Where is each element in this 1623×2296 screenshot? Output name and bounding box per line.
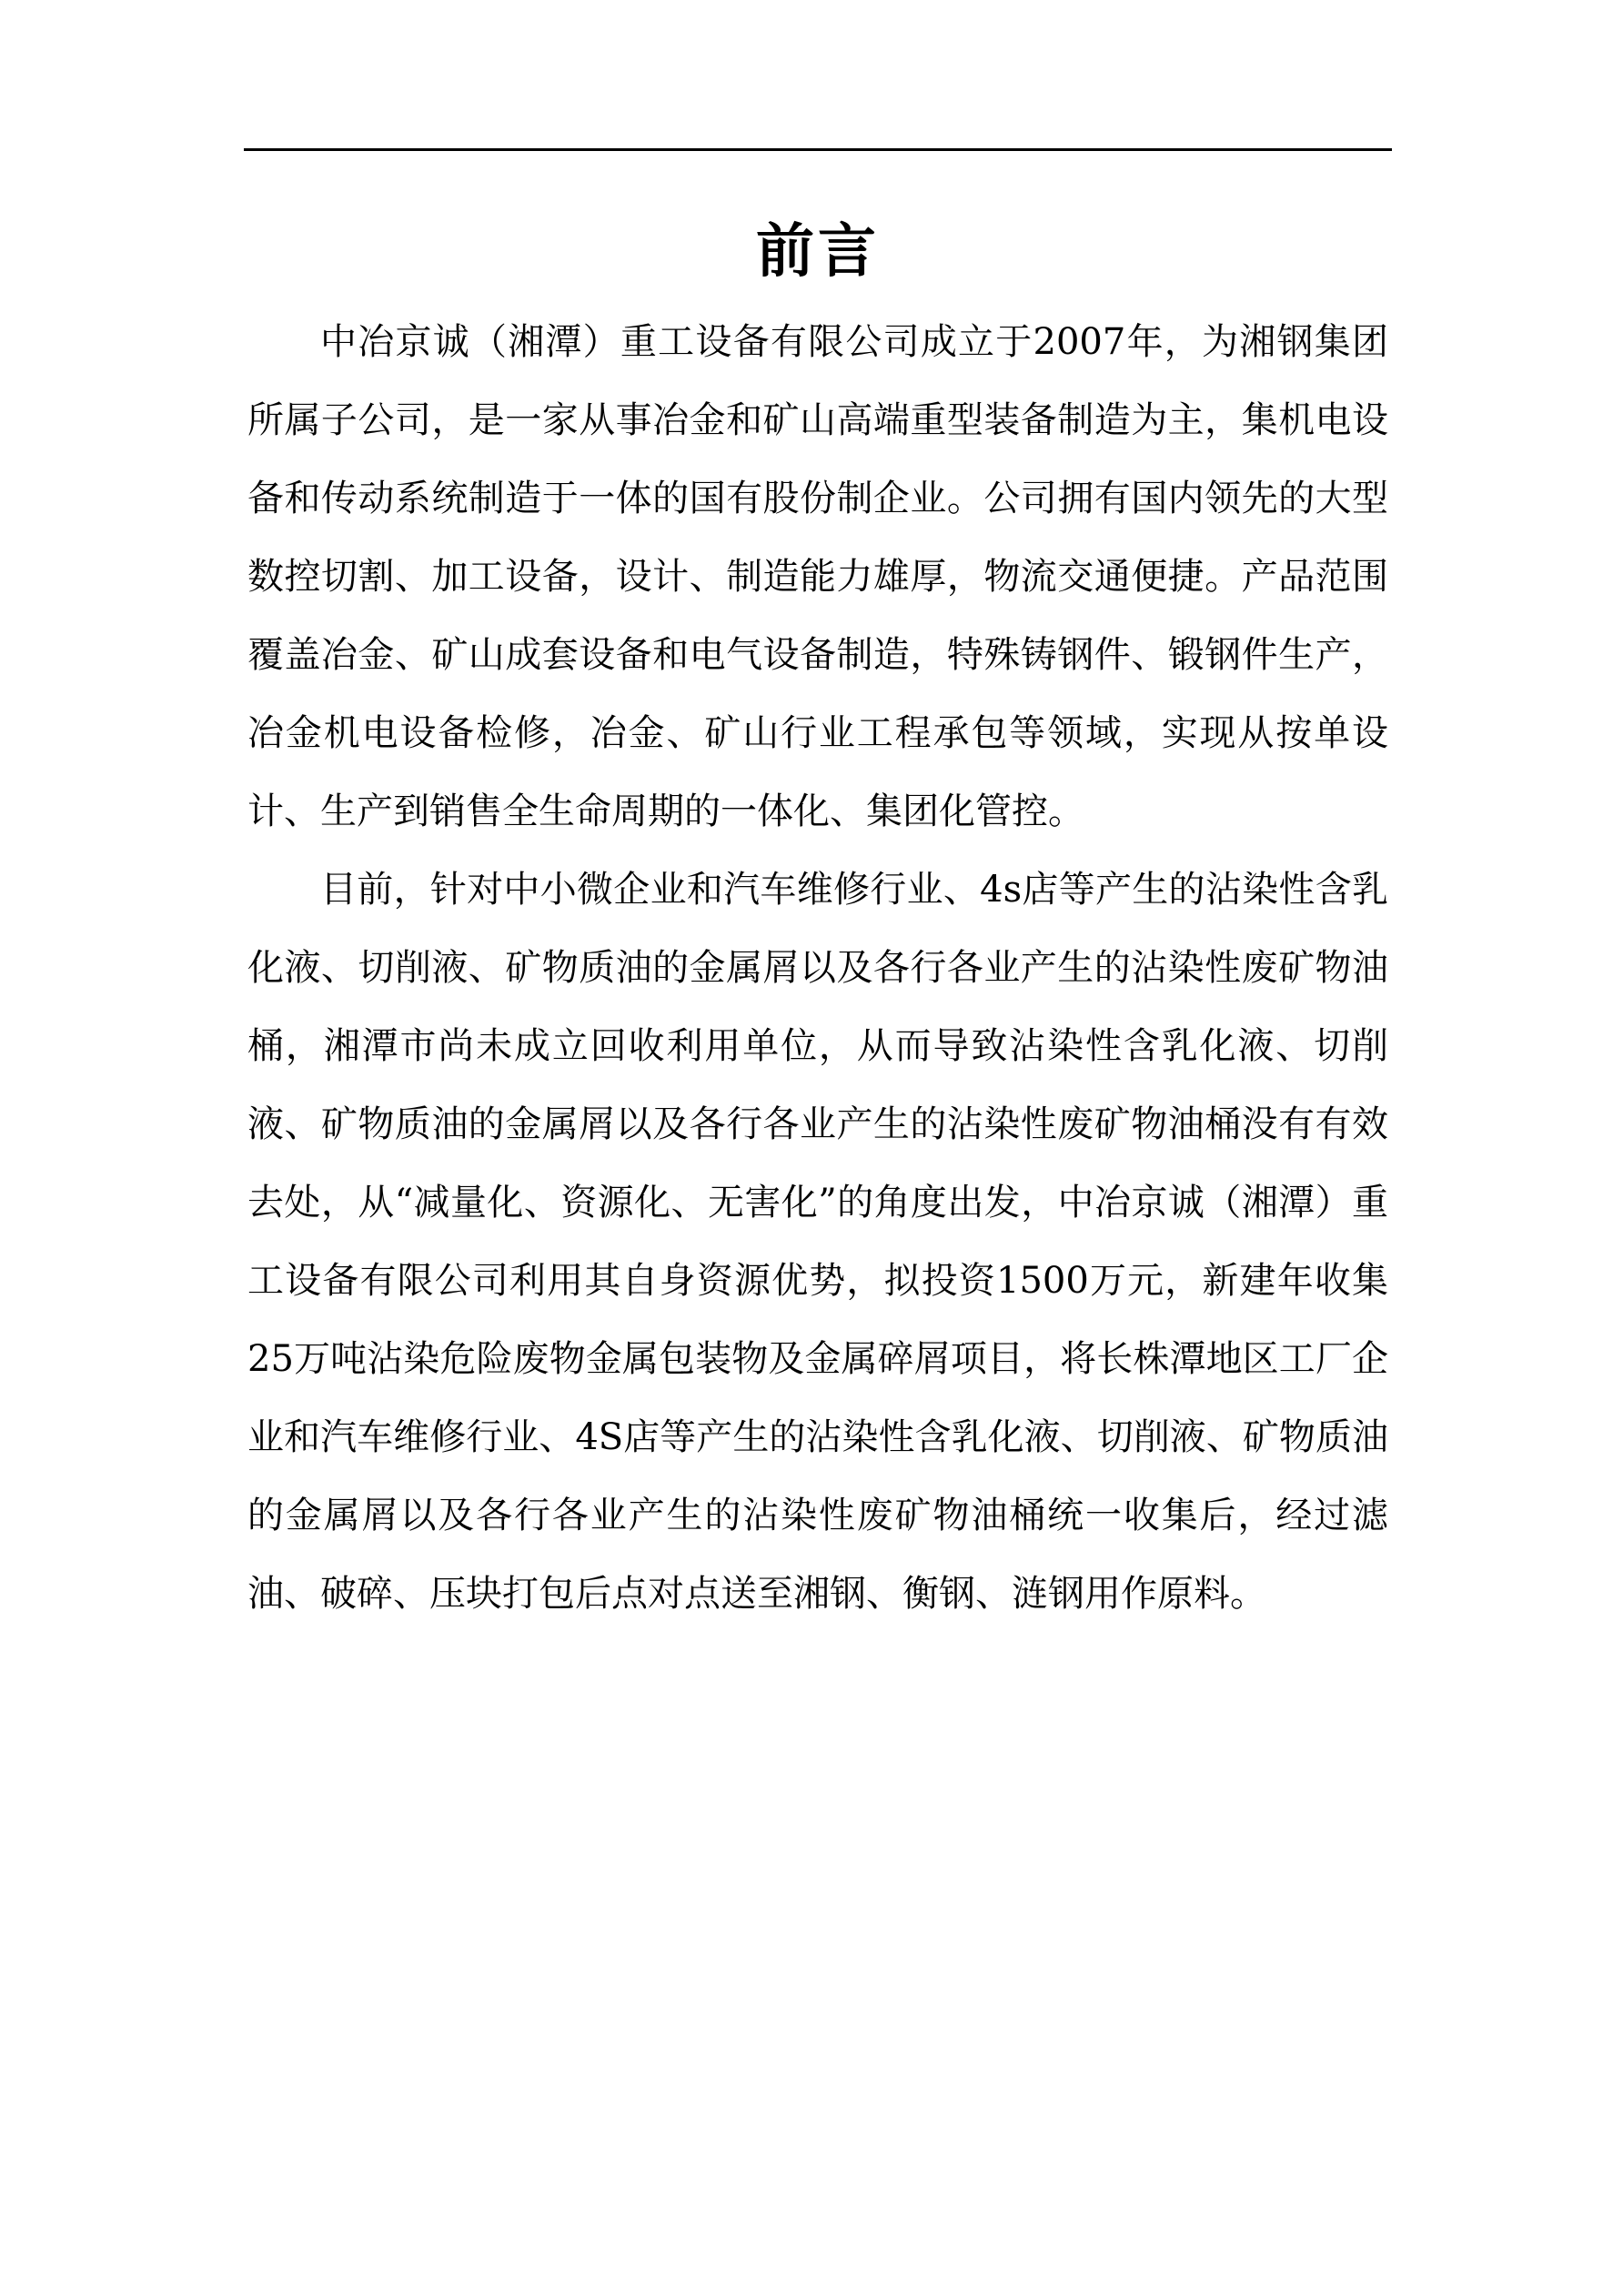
paragraph: 目前，针对中小微企业和汽车维修行业、4s店等产生的沾染性含乳化液、切削液、矿物质油的金属屑以及各行各业产生的沾染性废矿物油桶，湘潭市尚未成立回收利用单位，从而导致沾染性含乳化液、切削液、矿物质油的金属屑以及各行各业产生的沾染性废矿物油桶没有有效去处，从“减量化、资源化、无害化”的角度出发，中冶京诚（湘潭）重工设备有限公司利用其自身资源优势，拟投资1500万元，新建年收集25万吨沾染危险废物金属包装物及金属碎屑项目，将长株潭地区工厂企业和汽车维修行业、4S店等产生的沾染性含乳化液、切削液、矿物质油的金属屑以及各行各业产生的沾染性废矿物油桶统一收集后，经过滤油、破碎、压块打包后点对点送至湘钢、衡钢、涟钢用作原料。 xyxy=(247,869,1388,1615)
body-text xyxy=(247,303,1388,1633)
header-rule xyxy=(244,148,1392,151)
paragraph: 中冶京诚（湘潭）重工设备有限公司成立于2007年，为湘钢集团所属子公司，是一家从事冶金和矿山高端重型装备制造为主，集机电设备和传动系统制造于一体的国有股份制企业。公司拥有国内领先的大型数控切割、加工设备，设计、制造能力雄厚，物流交通便捷。产品范围覆盖冶金、矿山成套设备和电气设备制造，特殊铸钢件、锻钢件生产，冶金机电设备检修，冶金、矿山行业工程承包等领域，实现从按单设计、生产到销售全生命周期的一体化、集团化管控。 xyxy=(247,321,1388,832)
page-title: 前言 xyxy=(756,218,880,286)
